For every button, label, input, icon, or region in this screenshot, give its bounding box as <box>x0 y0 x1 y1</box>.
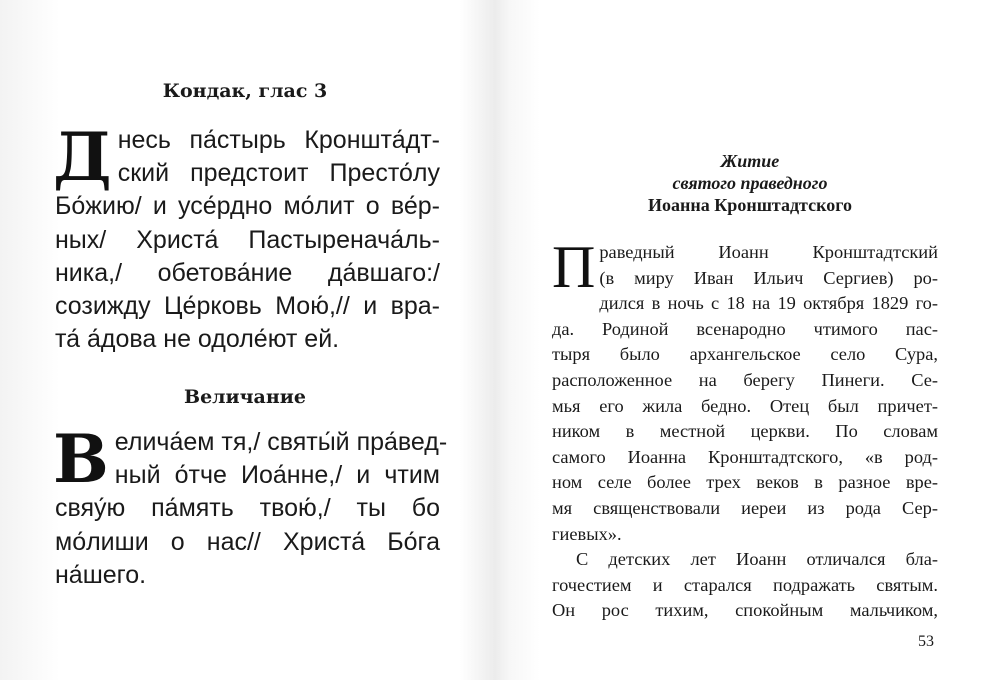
kondak-line: та́ а́дова не одоле́ют ей. <box>55 325 340 354</box>
body-line: ником в местной церкви. По словам <box>552 421 938 442</box>
body-line: гиевых». <box>552 523 622 544</box>
velichanie-dropcap: В <box>53 420 109 498</box>
body-line: расположенное на берегу Пинеги. Се- <box>552 369 938 390</box>
velichanie-line: мо́лиши о нас// Христа́ Бо́га <box>55 527 440 556</box>
body-line: гочестием и старался подражать святым. <box>552 574 938 595</box>
body-line: Он рос тихим, спокойным мальчиком, <box>552 600 938 621</box>
kondak-line: ных/ Христа́ Пастыренача́ль- <box>55 225 440 254</box>
velichanie-line: елича́ем тя,/ святы́й пра́вед- <box>114 428 448 456</box>
velichanie-text <box>53 420 448 592</box>
body-line: мя священствовали иереи из рода Сер- <box>552 497 938 518</box>
kondak-heading: Кондак, глас 3 <box>162 80 328 102</box>
zhitie-body <box>552 234 938 624</box>
kondak-dropcap: Д <box>53 118 112 196</box>
kondak-text <box>53 118 440 356</box>
kondak-line: созижду Це́рковь Мою́,// и вра- <box>55 292 440 321</box>
kondak-line: ника,/ обетова́ние да́вшаго:/ <box>55 258 440 287</box>
title-line: Иоанна Кронштадтского <box>648 195 852 215</box>
zhitie-title <box>535 150 965 216</box>
velichanie-line: свяу́ю па́мять твою́,/ ты бо <box>55 494 440 523</box>
body-line: мья его жила бедно. Отец был причет- <box>552 395 938 416</box>
body-line: раведный Иоанн Кронштадтский <box>599 242 938 262</box>
body-line: самого Иоанна Кронштадтского, «в род- <box>552 446 938 467</box>
velichanie-heading: Величание <box>184 386 306 408</box>
title-line: святого праведного <box>672 173 828 193</box>
velichanie-line: на́шего. <box>55 560 147 589</box>
body-line: С детских лет Иоанн отличался бла- <box>576 549 938 570</box>
body-line: дился в ночь с 18 на 19 октября 1829 го- <box>599 293 938 314</box>
title-line: Житие <box>720 151 780 171</box>
kondak-line: ский предстоит Престо́лу <box>117 159 440 188</box>
kondak-line: несь па́стырь Кроншта́дт- <box>117 126 440 154</box>
paragraph-dropcap: П <box>552 234 596 300</box>
velichanie-line: ный о́тче Иоа́нне,/ и чтим <box>114 461 440 490</box>
page-number: 53 <box>918 633 934 650</box>
body-line: да. Родиной всенародно чтимого пас- <box>552 318 938 339</box>
body-line: тыря было архангельское село Сура, <box>552 344 938 365</box>
right-page <box>500 0 1000 680</box>
body-line: (в миру Иван Ильич Сергиев) ро- <box>599 267 938 288</box>
body-line: ном селе более трех веков в разное вре- <box>552 472 938 493</box>
kondak-line: Бо́жию/ и усе́рдно мо́лит о ве́р- <box>55 192 440 221</box>
